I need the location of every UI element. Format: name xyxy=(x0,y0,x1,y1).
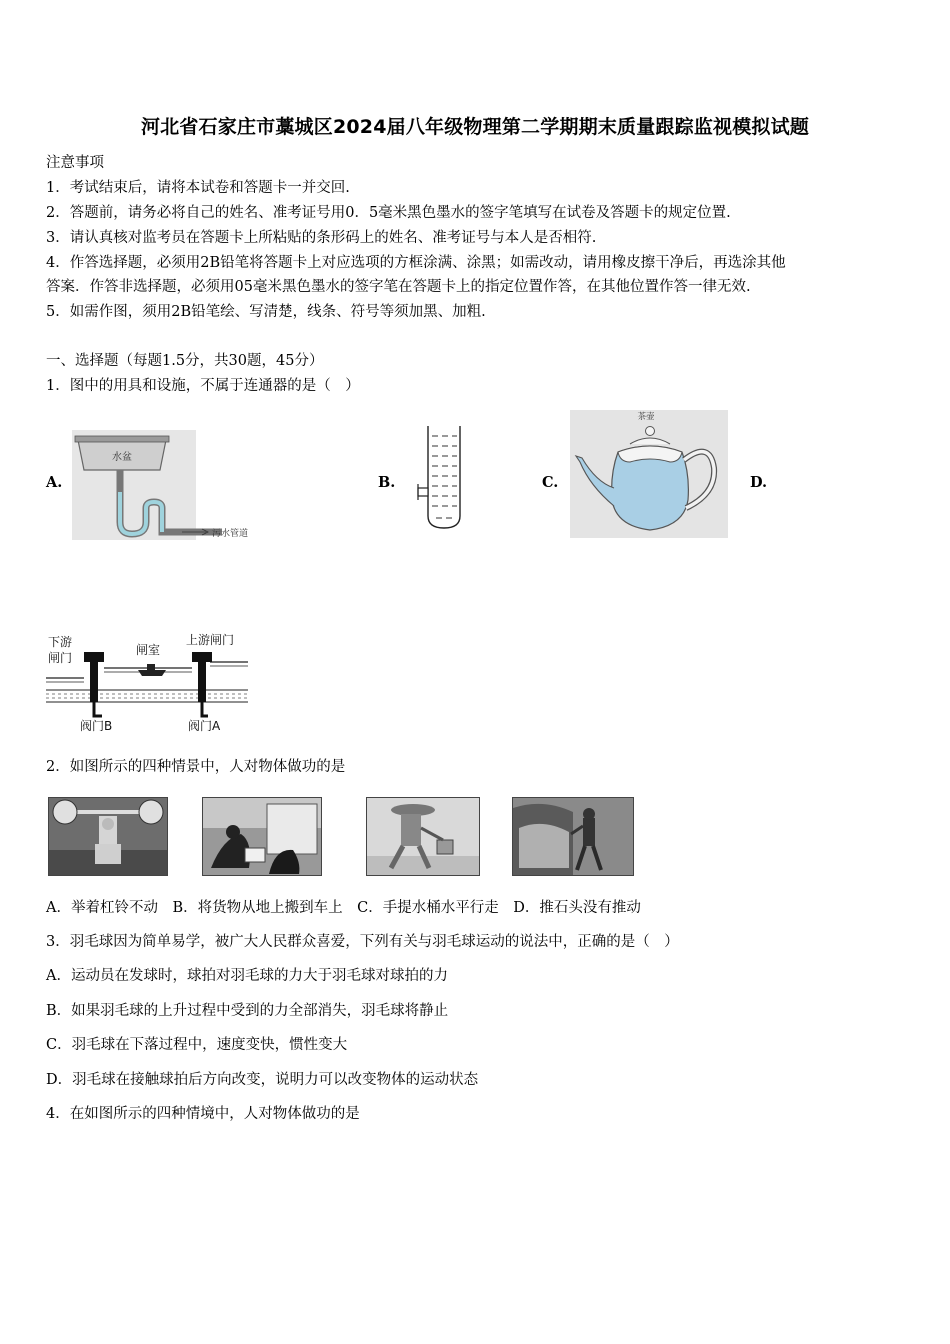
lock-label-chamber: 闸室 xyxy=(136,643,161,657)
photo-pushing-rock xyxy=(512,797,634,876)
figure-tube xyxy=(410,424,470,532)
figure-ship-lock xyxy=(44,632,250,736)
lock-label-downstream: 下游 xyxy=(48,635,73,649)
q1-option-c-label: C. xyxy=(542,474,559,491)
q3-option-a: A．运动员在发球时，球拍对羽毛球的力大于羽毛球对球拍的力 xyxy=(46,968,448,984)
notice-item-4-cont: 答案．作答非选择题，必须用05毫米黑色墨水的签字笔在答题卡上的指定位置作答，在其他位置作答一律无效. xyxy=(46,279,751,295)
figure-sink-trap xyxy=(72,430,262,542)
teapot-label: 茶壶 xyxy=(637,412,655,422)
q3-option-d: D．羽毛球在接触球拍后方向改变，说明力可以改变物体的运动状态 xyxy=(46,1072,479,1088)
sink-label: 水盆 xyxy=(112,452,132,463)
notice-item-1: 1．考试结束后，请将本试卷和答题卡一并交回. xyxy=(46,180,350,196)
notice-item-5: 5．如需作图，须用2B铅笔绘、写清楚，线条、符号等须加黑、加粗. xyxy=(46,304,486,320)
notice-item-4: 4．作答选择题，必须用2B铅笔将答题卡上对应选项的方框涂满、涂黑；如需改动，请用橡皮擦干净后，再选涂其他 xyxy=(46,255,786,271)
lock-label-valve-b: 阀门B xyxy=(80,719,113,733)
photo-weightlifter xyxy=(48,797,168,876)
drain-label: 污水管道 xyxy=(212,529,249,539)
notice-heading: 注意事项 xyxy=(46,155,104,171)
figure-teapot xyxy=(570,410,728,540)
q3-option-b: B．如果羽毛球的上升过程中受到的力全部消失，羽毛球将静止 xyxy=(46,1003,449,1019)
question-1: 1．图中的用具和设施，不属于连通器的是（ ） xyxy=(46,378,360,394)
lock-label-upstream-gate: 上游闸门 xyxy=(186,633,235,647)
q1-option-b-label: B. xyxy=(378,474,396,491)
photo-carrying-bucket xyxy=(366,797,480,876)
section-heading: 一、选择题（每题1.5分，共30题，45分） xyxy=(46,353,324,369)
lock-label-gate: 闸门 xyxy=(48,651,73,665)
question-3: 3．羽毛球因为简单易学，被广大人民群众喜爱，下列有关与羽毛球运动的说法中，正确的是（ ） xyxy=(46,934,679,950)
page-title: 河北省石家庄市藁城区2024届八年级物理第二学期期末质量跟踪监视模拟试题 xyxy=(140,116,810,138)
notice-item-2: 2．答题前，请务必将自己的姓名、准考证号用0．5毫米黑色墨水的签字笔填写在试卷及答题卡的规定位置. xyxy=(46,205,731,221)
question-2: 2．如图所示的四种情景中，人对物体做功的是 xyxy=(46,759,346,775)
q1-option-d-label: D. xyxy=(750,474,768,491)
q2-answers: A．举着杠铃不动 B．将货物从地上搬到车上 C．手提水桶水平行走 D．推石头没有推动 xyxy=(46,900,641,916)
notice-item-3: 3．请认真核对监考员在答题卡上所粘贴的条形码上的姓名、准考证号与本人是否相符. xyxy=(46,230,597,246)
photo-loading-cargo xyxy=(202,797,322,876)
lock-label-valve-a: 阀门A xyxy=(188,719,221,733)
question-4: 4．在如图所示的四种情境中，人对物体做功的是 xyxy=(46,1106,360,1122)
q3-option-c: C．羽毛球在下落过程中，速度变快，惯性变大 xyxy=(46,1037,348,1053)
q1-option-a-label: A. xyxy=(46,474,63,491)
